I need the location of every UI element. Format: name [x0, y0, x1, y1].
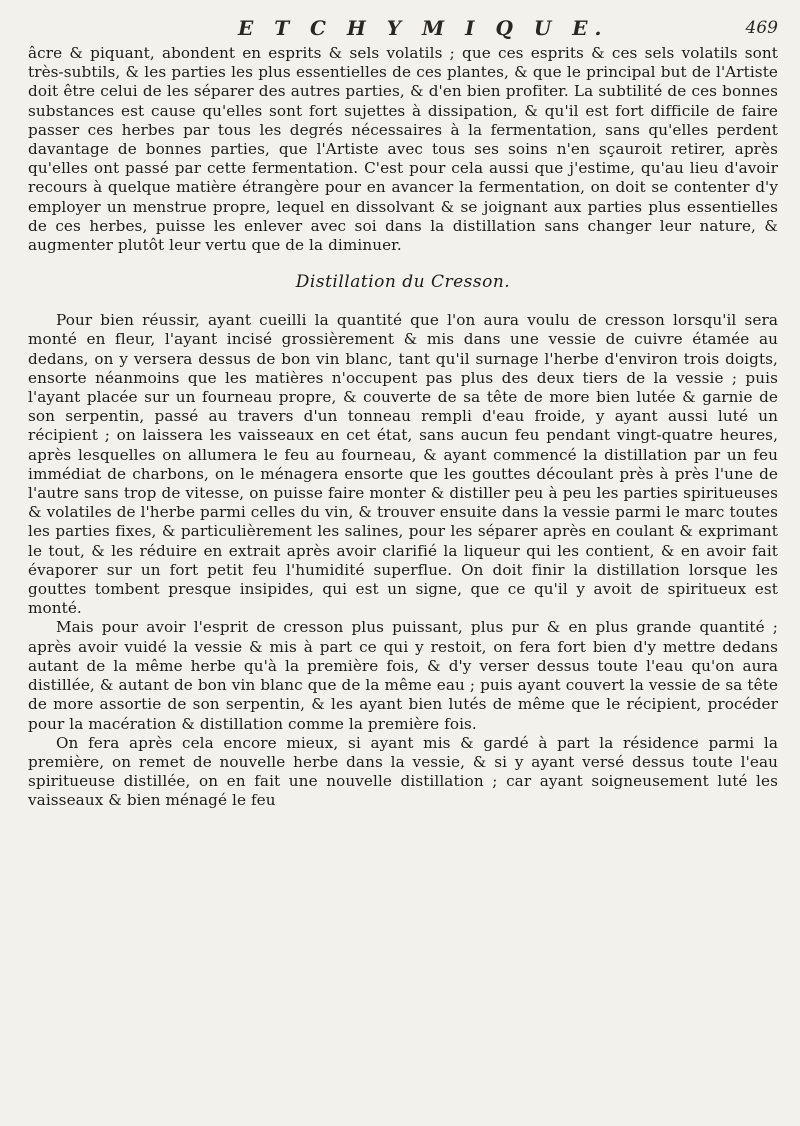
main-text [28, 44, 778, 811]
running-title: E T C H Y M I Q U E. [238, 16, 609, 40]
page-number: 469 [745, 18, 778, 38]
running-head [0, 16, 800, 40]
paragraph-continued: âcre & piquant, abondent en esprits & sels volatils ; que ces esprits & ces sels volatils sont très-subtils, & les parties les plus essentielles de ces plantes, & que le principal but de l'Artiste doit être celui de les séparer des autres parties, & d'en bien profiter. La subtilité de ces bonnes substances est cause qu'elles sont fort sujettes à dissipation, & qu'il est fort difficile de faire passer ces herbes par tous les degrés nécessaires à la fermentation, sans qu'elles perdent davantage de bonnes parties, que l'Artiste avec tous ses soins n'en sçauroit retirer, après qu'elles ont passé par cette fermentation. C'est pour cela aussi que j'estime, qu'au lieu d'avoir recours à quelque matière étrangère pour en avancer la fermentation, on doit se contenter d'y employer un menstrue propre, lequel en dissolvant & se joignant aux parties plus essentielles de ces herbes, puisse les enlever avec soi dans la distillation sans changer leur nature, & augmenter plutôt leur vertu que de la diminuer. [28, 44, 778, 255]
paragraph: On fera après cela encore mieux, si ayant mis & gardé à part la résidence parmi la première, on remet de nouvelle herbe dans la vessie, & si y ayant versé dessus toute l'eau spiritueuse distillée, on en fait une nouvelle distillation ; car ayant soigneusement luté les vaisseaux & bien ménagé le feu [28, 733, 778, 810]
paragraph: Mais pour avoir l'esprit de cresson plus puissant, plus pur & en plus grande quantité ; après avoir vuidé la vessie & mis à part ce qui y restoit, on fera fort bien d'y mettre dedans autant de la même herbe qu'à la première fois, & d'y verser dessus toute l'eau qu'on aura distillée, & autant de bon vin blanc que de la même eau ; puis ayant couvert la vessie de sa tête de more assortie de son serpentin, & les ayant bien lutés de même que le récipient, procéder pour la macération & distillation comme la première fois. [28, 618, 778, 733]
paragraph: Pour bien réussir, ayant cueilli la quantité que l'on aura voulu de cresson lorsqu'il sera monté en fleur, l'ayant incisé grossièrement & mis dans une vessie de cuivre étamée au dedans, on y versera dessus de bon vin blanc, tant qu'il surnage l'herbe d'environ trois doigts, ensorte néanmoins que les matières n'occupent pas plus des deux tiers de la vessie ; puis l'ayant placée sur un fourneau propre, & couverte de sa tête de more bien lutée & garnie de son serpentin, passé au travers d'un tonneau rempli d'eau froide, y ayant aussi luté un récipient ; on laissera les vaisseaux en cet état, sans aucun feu pendant vingt-quatre heures, après lesquelles on allumera le feu au fourneau, & ayant commencé la distillation par un feu immédiat de charbons, on le ménagera ensorte que les gouttes découlant près à près l'une de l'autre sans trop de vitesse, on puisse faire monter & distiller peu à peu les parties spiritueuses & volatiles de l'herbe parmi celles du vin, & trouver ensuite dans la vessie parmi le marc toutes les parties fixes, & particulièrement les salines, pour les séparer après en coulant & exprimant le tout, & les réduire en extrait après avoir clarifié la liqueur qui les contient, & en avoir fait évaporer sur un fort petit feu l'humidité superflue. On doit finir la distillation lorsque les gouttes tombent presque insipides, qui est un signe, que ce qu'il y avoit de spiritueux est monté. [28, 311, 778, 618]
section-title: Distillation du Cresson. [295, 272, 511, 293]
